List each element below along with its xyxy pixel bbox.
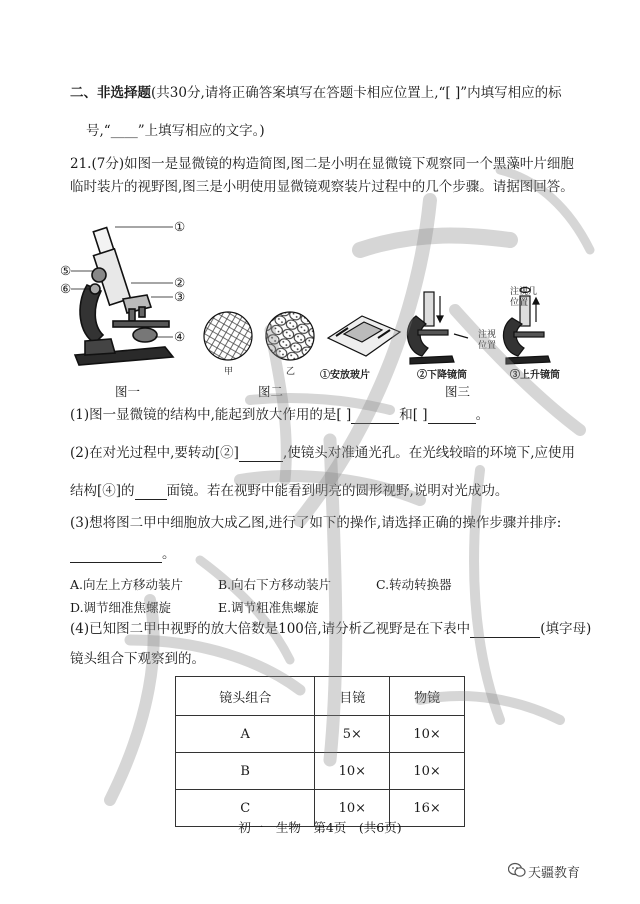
fig3-note-b-line-1: 注视几: [510, 287, 538, 297]
table-cell: 10×: [390, 716, 465, 753]
section-instruction-1: (共30分,请将正确答案填写在答题卡相应位置上,“[ ]”内填写相应的标: [151, 85, 562, 101]
brand-name: 天疆教育: [528, 866, 581, 881]
answer-blank-1b[interactable]: [428, 409, 476, 424]
subq-2-text-a: (2)在对光过程中,要转动[②]: [70, 445, 239, 461]
answer-blank-2b[interactable]: [135, 485, 167, 500]
option-b: B.向右下方移动装片: [218, 577, 332, 592]
fig3-note-a-line-2: 位置: [478, 341, 497, 351]
table-cell: B: [176, 753, 315, 790]
field-of-view-figure: [202, 308, 322, 368]
table-cell: 5×: [315, 716, 390, 753]
table-cell: C: [176, 790, 315, 827]
table-cell: 10×: [315, 753, 390, 790]
subq-2-text-d: 面镜。若在视野中能看到明亮的圆形视野,说明对光成功。: [166, 483, 509, 499]
subq-4-line-2: 镜头组合下观察到的。: [70, 651, 205, 667]
table-header-cell: 目镜: [315, 677, 390, 716]
answer-blank-2a[interactable]: [239, 447, 283, 462]
fig3-note-b: [510, 287, 537, 309]
subq-1: [70, 406, 489, 424]
fig3-note-a: [478, 330, 496, 352]
table-header-cell: 镜头组合: [176, 677, 315, 716]
fig3-caption: 图三: [445, 384, 471, 399]
table-cell: A: [176, 716, 315, 753]
fig1-label-3: ③: [174, 289, 186, 304]
subq-1-text-b: 和[ ]: [399, 407, 428, 423]
table-header-cell: 物镜: [390, 677, 465, 716]
answer-blank-1a[interactable]: [351, 409, 399, 424]
subq-3-answer-line: [70, 545, 176, 563]
subq-4-line-1: [70, 620, 591, 638]
subq-4-text-a: (4)已知图二甲中视野的放大倍数是100倍,请分析乙视野是在下表中: [70, 621, 471, 637]
section-instruction-line-1: [70, 84, 562, 102]
table-cell: 10×: [315, 790, 390, 827]
subq-2-line-2: [70, 482, 508, 500]
fig1-label-1: ①: [174, 219, 186, 234]
page-footer: 初一 生物 第4页 (共6页): [238, 820, 402, 835]
fig3-note-a-line-1: 注视: [478, 330, 497, 340]
option-a: A.向左上方移动装片: [70, 577, 184, 592]
fig3-step-3: ③上升镜筒: [510, 370, 560, 381]
subq-3-end: 。: [162, 546, 176, 562]
fig2-caption: 图二: [258, 384, 284, 399]
fig1-caption: 图一: [115, 384, 141, 399]
fig1-label-5: ⑤: [60, 263, 72, 278]
question-stem-1: 21.(7分)如图一是显微镜的构造简图,图二是小明在显微镜下观察同一个黑藻叶片细胞: [70, 156, 574, 172]
fig2-label-a: 甲: [224, 367, 234, 377]
table-cell: 16×: [390, 790, 465, 827]
question-stem-2: 临时装片的视野图,图三是小明使用显微镜观察装片过程中的几个步骤。请据图回答。: [70, 179, 574, 195]
subq-2-line-1: [70, 444, 575, 462]
section-title: 二、非选择题: [70, 85, 151, 101]
table-cell: 10×: [390, 753, 465, 790]
subq-2-text-c: 结构[④]的: [70, 483, 135, 499]
subq-3: (3)想将图二甲中细胞放大成乙图,进行了如下的操作,请选择正确的操作步骤并排序:: [70, 515, 562, 531]
fig1-label-4: ④: [174, 329, 186, 344]
subq-1-end: 。: [475, 407, 490, 423]
fig3-step-2: ②下降镜筒: [417, 370, 467, 381]
lens-table: [175, 676, 465, 827]
option-e: E.调节粗准焦螺旋: [218, 600, 319, 615]
wechat-icon: [508, 862, 526, 878]
section-instruction-line-2: 号,“____”上填写相应的文字。): [86, 123, 265, 139]
fig1-label-6: ⑥: [60, 281, 72, 296]
option-d: D.调节细准焦螺旋: [70, 600, 172, 615]
subq-1-text-a: (1)图一显微镜的结构中,能起到放大作用的是[ ]: [70, 407, 352, 423]
fig1-label-2: ②: [174, 275, 186, 290]
answer-blank-3[interactable]: [70, 548, 162, 563]
table-row: [176, 753, 465, 790]
fig3-step-1: ①安放玻片: [320, 370, 370, 381]
answer-blank-4[interactable]: [470, 623, 540, 638]
option-c: C.转动转换器: [376, 577, 452, 592]
fig3-note-b-line-2: 位置: [510, 298, 529, 308]
table-row: [176, 716, 465, 753]
fig2-label-b: 乙: [286, 367, 296, 377]
subq-4-text-b: (填字母): [540, 621, 592, 637]
table-header-row: [176, 677, 465, 716]
subq-2-text-b: ,使镜头对准通光孔。在光线较暗的环境下,应使用: [282, 445, 576, 461]
